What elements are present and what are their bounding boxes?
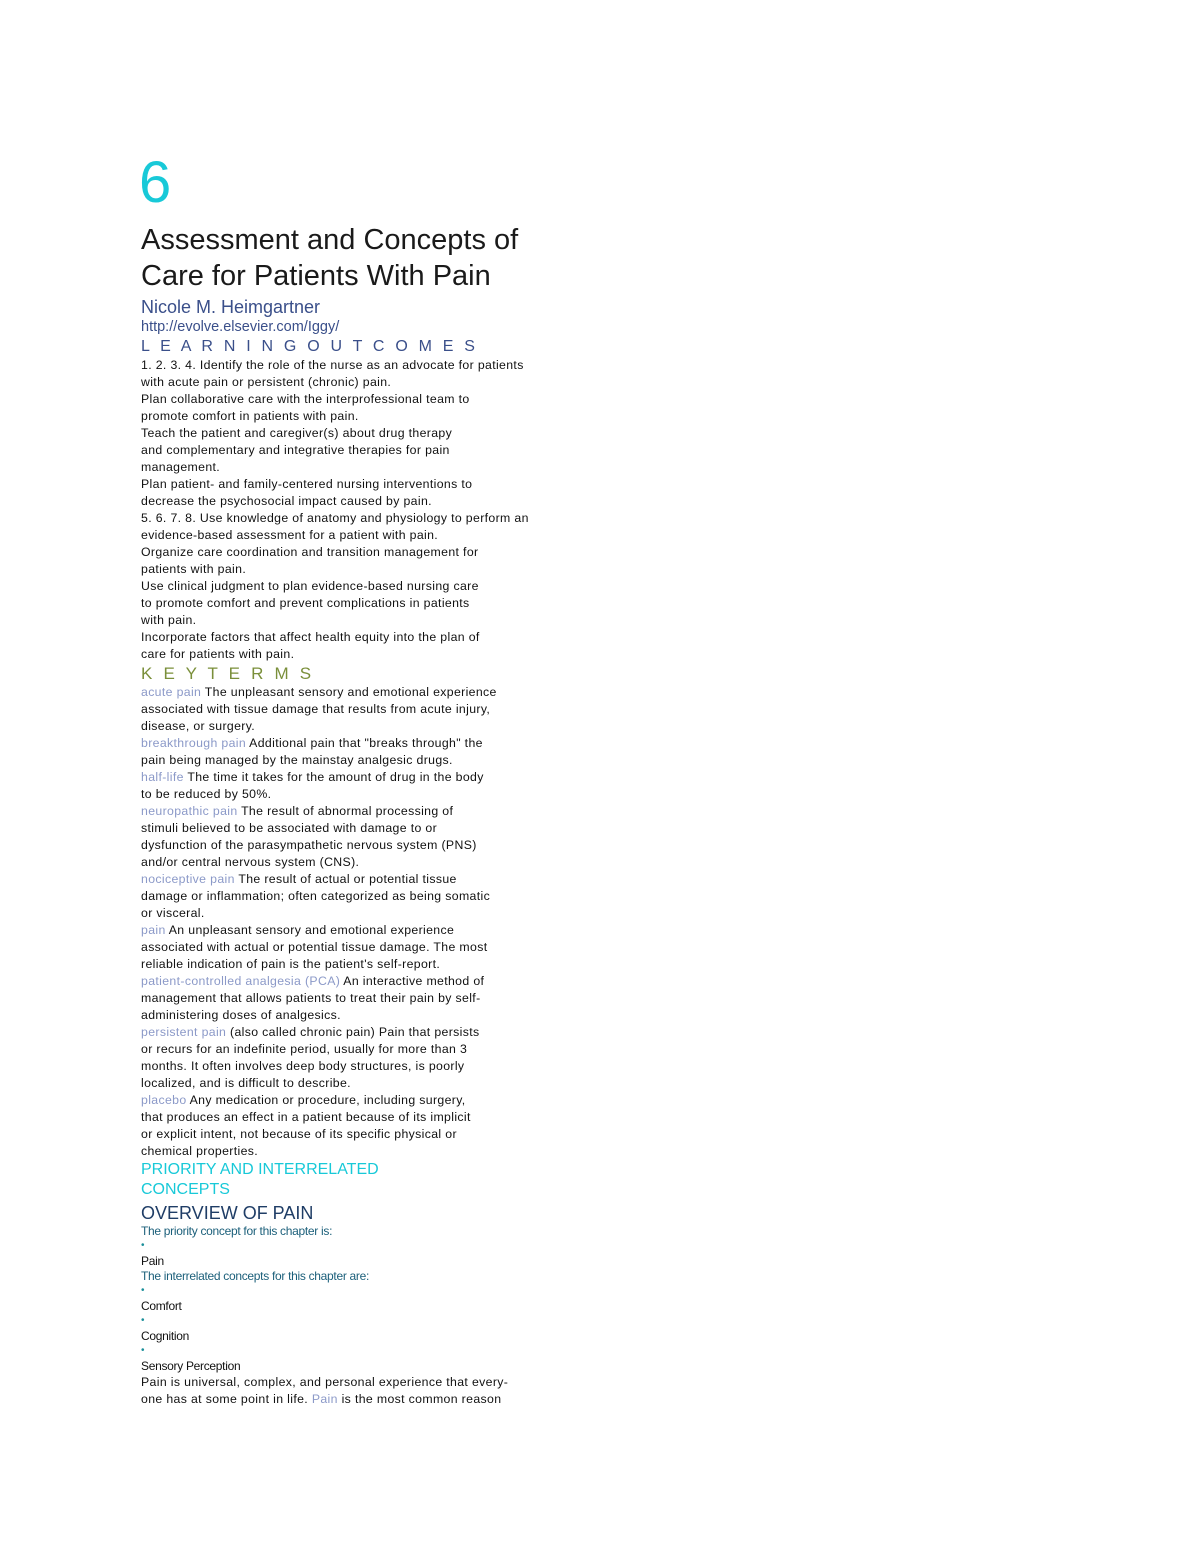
key-term-line: [141, 888, 611, 905]
bullet-icon: •: [141, 1285, 145, 1296]
key-term-line: [141, 837, 611, 854]
key-term-line: [141, 1109, 611, 1126]
key-term-definition: months. It often involves deep body structures, is poorly: [141, 1059, 465, 1073]
key-term-link[interactable]: neuropathic pain: [141, 804, 238, 818]
body-text: is the most common reason: [337, 1392, 502, 1406]
chapter-title: [141, 222, 611, 294]
learning-outcome-line: Organize care coordination and transition management for: [141, 545, 479, 559]
learning-outcome-line: evidence-based assessment for a patient with pain.: [141, 528, 439, 542]
key-term-definition: that produces an effect in a patient because of its implicit: [141, 1110, 471, 1124]
key-term-definition: pain being managed by the mainstay analgesic drugs.: [141, 753, 453, 767]
key-term-line: [141, 956, 611, 973]
key-term-line: [141, 905, 611, 922]
key-term-link[interactable]: nociceptive pain: [141, 872, 235, 886]
interrelated-concept-list: [141, 1284, 611, 1374]
learning-outcome-line: and complementary and integrative therapies for pain: [141, 443, 450, 457]
key-term-link[interactable]: persistent pain: [141, 1025, 227, 1039]
learning-outcome-line: Plan patient- and family-centered nursing interventions to: [141, 477, 473, 491]
learning-outcome-line: to promote comfort and prevent complications in patients: [141, 596, 470, 610]
chapter-title-line: Care for Patients With Pain: [141, 260, 491, 292]
chapter-content: [141, 150, 611, 1408]
key-term-definition: An unpleasant sensory and emotional experience: [165, 923, 455, 937]
key-term-link[interactable]: half-life: [141, 770, 184, 784]
key-term-line: [141, 1058, 611, 1075]
key-term-definition: localized, and is difficult to describe.: [141, 1076, 351, 1090]
key-term-link[interactable]: pain: [141, 923, 166, 937]
bullet-icon: •: [141, 1315, 145, 1326]
bullet-icon: •: [141, 1240, 145, 1251]
concepts-heading-line: PRIORITY AND INTERRELATED: [141, 1161, 379, 1178]
key-term-line: [141, 1041, 611, 1058]
key-term-definition: dysfunction of the parasympathetic nervous system (PNS): [141, 838, 477, 852]
key-term-definition: The result of abnormal processing of: [237, 804, 454, 818]
learning-outcome-line: with acute pain or persistent (chronic) pain.: [141, 375, 392, 389]
key-term-line: [141, 854, 611, 871]
priority-concept-list: [141, 1239, 611, 1269]
body-paragraph-line: [141, 1391, 611, 1408]
key-term-definition: to be reduced by 50%.: [141, 787, 272, 801]
key-term-definition: disease, or surgery.: [141, 719, 256, 733]
concepts-heading-line: CONCEPTS: [141, 1181, 230, 1198]
key-term-link[interactable]: breakthrough pain: [141, 736, 247, 750]
key-term-line: [141, 701, 611, 718]
key-term-line: [141, 1143, 611, 1160]
key-term-line: [141, 820, 611, 837]
chapter-title-line: Assessment and Concepts of: [141, 224, 519, 256]
concept-item: Cognition: [141, 1329, 190, 1343]
key-term-line: [141, 871, 611, 888]
key-terms-heading: K E Y T E R M S: [141, 664, 315, 683]
key-term-definition: or explicit intent, not because of its specific physical or: [141, 1127, 457, 1141]
body-paragraph-line: Pain is universal, complex, and personal experience that every-: [141, 1375, 509, 1389]
key-term-definition: or recurs for an indefinite period, usually for more than 3: [141, 1042, 468, 1056]
key-term-line: [141, 973, 611, 990]
key-term-line: [141, 718, 611, 735]
key-term-link[interactable]: placebo: [141, 1093, 187, 1107]
body-text: one has at some point in life.: [141, 1392, 312, 1406]
learning-outcome-line: 1. 2. 3. 4. Identify the role of the nurse as an advocate for patients: [141, 358, 524, 372]
key-term-definition: associated with actual or potential tissue damage. The most: [141, 940, 488, 954]
learning-outcome-line: Use clinical judgment to plan evidence-based nursing care: [141, 579, 479, 593]
learning-outcome-line: decrease the psychosocial impact caused by pain.: [141, 494, 432, 508]
key-terms-list: [141, 684, 611, 1160]
overview-heading: OVERVIEW OF PAIN: [141, 1203, 314, 1223]
key-term-definition: management that allows patients to treat their pain by self-: [141, 991, 481, 1005]
key-term-definition: associated with tissue damage that results from acute injury,: [141, 702, 491, 716]
key-term-line: [141, 786, 611, 803]
concept-item: Comfort: [141, 1299, 182, 1313]
key-term-line: [141, 1024, 611, 1041]
key-term-line: [141, 752, 611, 769]
key-term-definition: An interactive method of: [340, 974, 485, 988]
key-term-line: [141, 1075, 611, 1092]
bullet-icon: •: [141, 1345, 145, 1356]
priority-concept-label: The priority concept for this chapter is:: [141, 1224, 333, 1238]
learning-outcome-line: care for patients with pain.: [141, 647, 295, 661]
key-term-definition: Additional pain that "breaks through" the: [246, 736, 483, 750]
learning-outcomes-heading: L E A R N I N G O U T C O M E S: [141, 338, 479, 355]
key-term-line: [141, 735, 611, 752]
concept-item: Sensory Perception: [141, 1359, 241, 1373]
key-term-line: [141, 684, 611, 701]
key-term-definition: and/or central nervous system (CNS).: [141, 855, 360, 869]
key-term-link[interactable]: acute pain: [141, 685, 202, 699]
learning-outcome-line: management.: [141, 460, 221, 474]
evolve-link[interactable]: http://evolve.elsevier.com/Iggy/: [141, 319, 340, 335]
learning-outcomes-list: [141, 357, 611, 663]
key-term-definition: reliable indication of pain is the patient's self-report.: [141, 957, 441, 971]
learning-outcome-line: Plan collaborative care with the interprofessional team to: [141, 392, 470, 406]
key-term-definition: The unpleasant sensory and emotional experience: [201, 685, 497, 699]
concepts-heading: [141, 1160, 611, 1200]
key-term-definition: damage or inflammation; often categorized as being somatic: [141, 889, 491, 903]
key-term-definition: The time it takes for the amount of drug in the body: [183, 770, 484, 784]
key-term-line: [141, 803, 611, 820]
learning-outcome-line: with pain.: [141, 613, 197, 627]
interrelated-concepts-label: The interrelated concepts for this chapter are:: [141, 1269, 370, 1283]
key-term-line: [141, 922, 611, 939]
key-term-line: [141, 1126, 611, 1143]
learning-outcome-line: 5. 6. 7. 8. Use knowledge of anatomy and physiology to perform an: [141, 511, 529, 525]
key-term-line: [141, 1092, 611, 1109]
key-term-link[interactable]: patient-controlled analgesia (PCA): [141, 974, 341, 988]
key-term-line: [141, 769, 611, 786]
key-term-definition: (also called chronic pain) Pain that persists: [226, 1025, 480, 1039]
key-term-definition: Any medication or procedure, including surgery,: [186, 1093, 466, 1107]
key-term-definition: The result of actual or potential tissue: [234, 872, 457, 886]
learning-outcome-line: Incorporate factors that affect health equity into the plan of: [141, 630, 480, 644]
glossary-term-link[interactable]: Pain: [311, 1392, 338, 1406]
concept-item: Pain: [141, 1254, 164, 1268]
learning-outcome-line: Teach the patient and caregiver(s) about drug therapy: [141, 426, 453, 440]
key-term-line: [141, 939, 611, 956]
chapter-author: Nicole M. Heimgartner: [141, 297, 321, 317]
key-term-line: [141, 990, 611, 1007]
chapter-number: 6: [139, 150, 172, 215]
key-term-line: [141, 1007, 611, 1024]
key-term-definition: stimuli believed to be associated with damage to or: [141, 821, 438, 835]
key-term-definition: chemical properties.: [141, 1144, 259, 1158]
learning-outcome-line: promote comfort in patients with pain.: [141, 409, 359, 423]
learning-outcome-line: patients with pain.: [141, 562, 247, 576]
key-term-definition: or visceral.: [141, 906, 205, 920]
key-term-definition: administering doses of analgesics.: [141, 1008, 341, 1022]
